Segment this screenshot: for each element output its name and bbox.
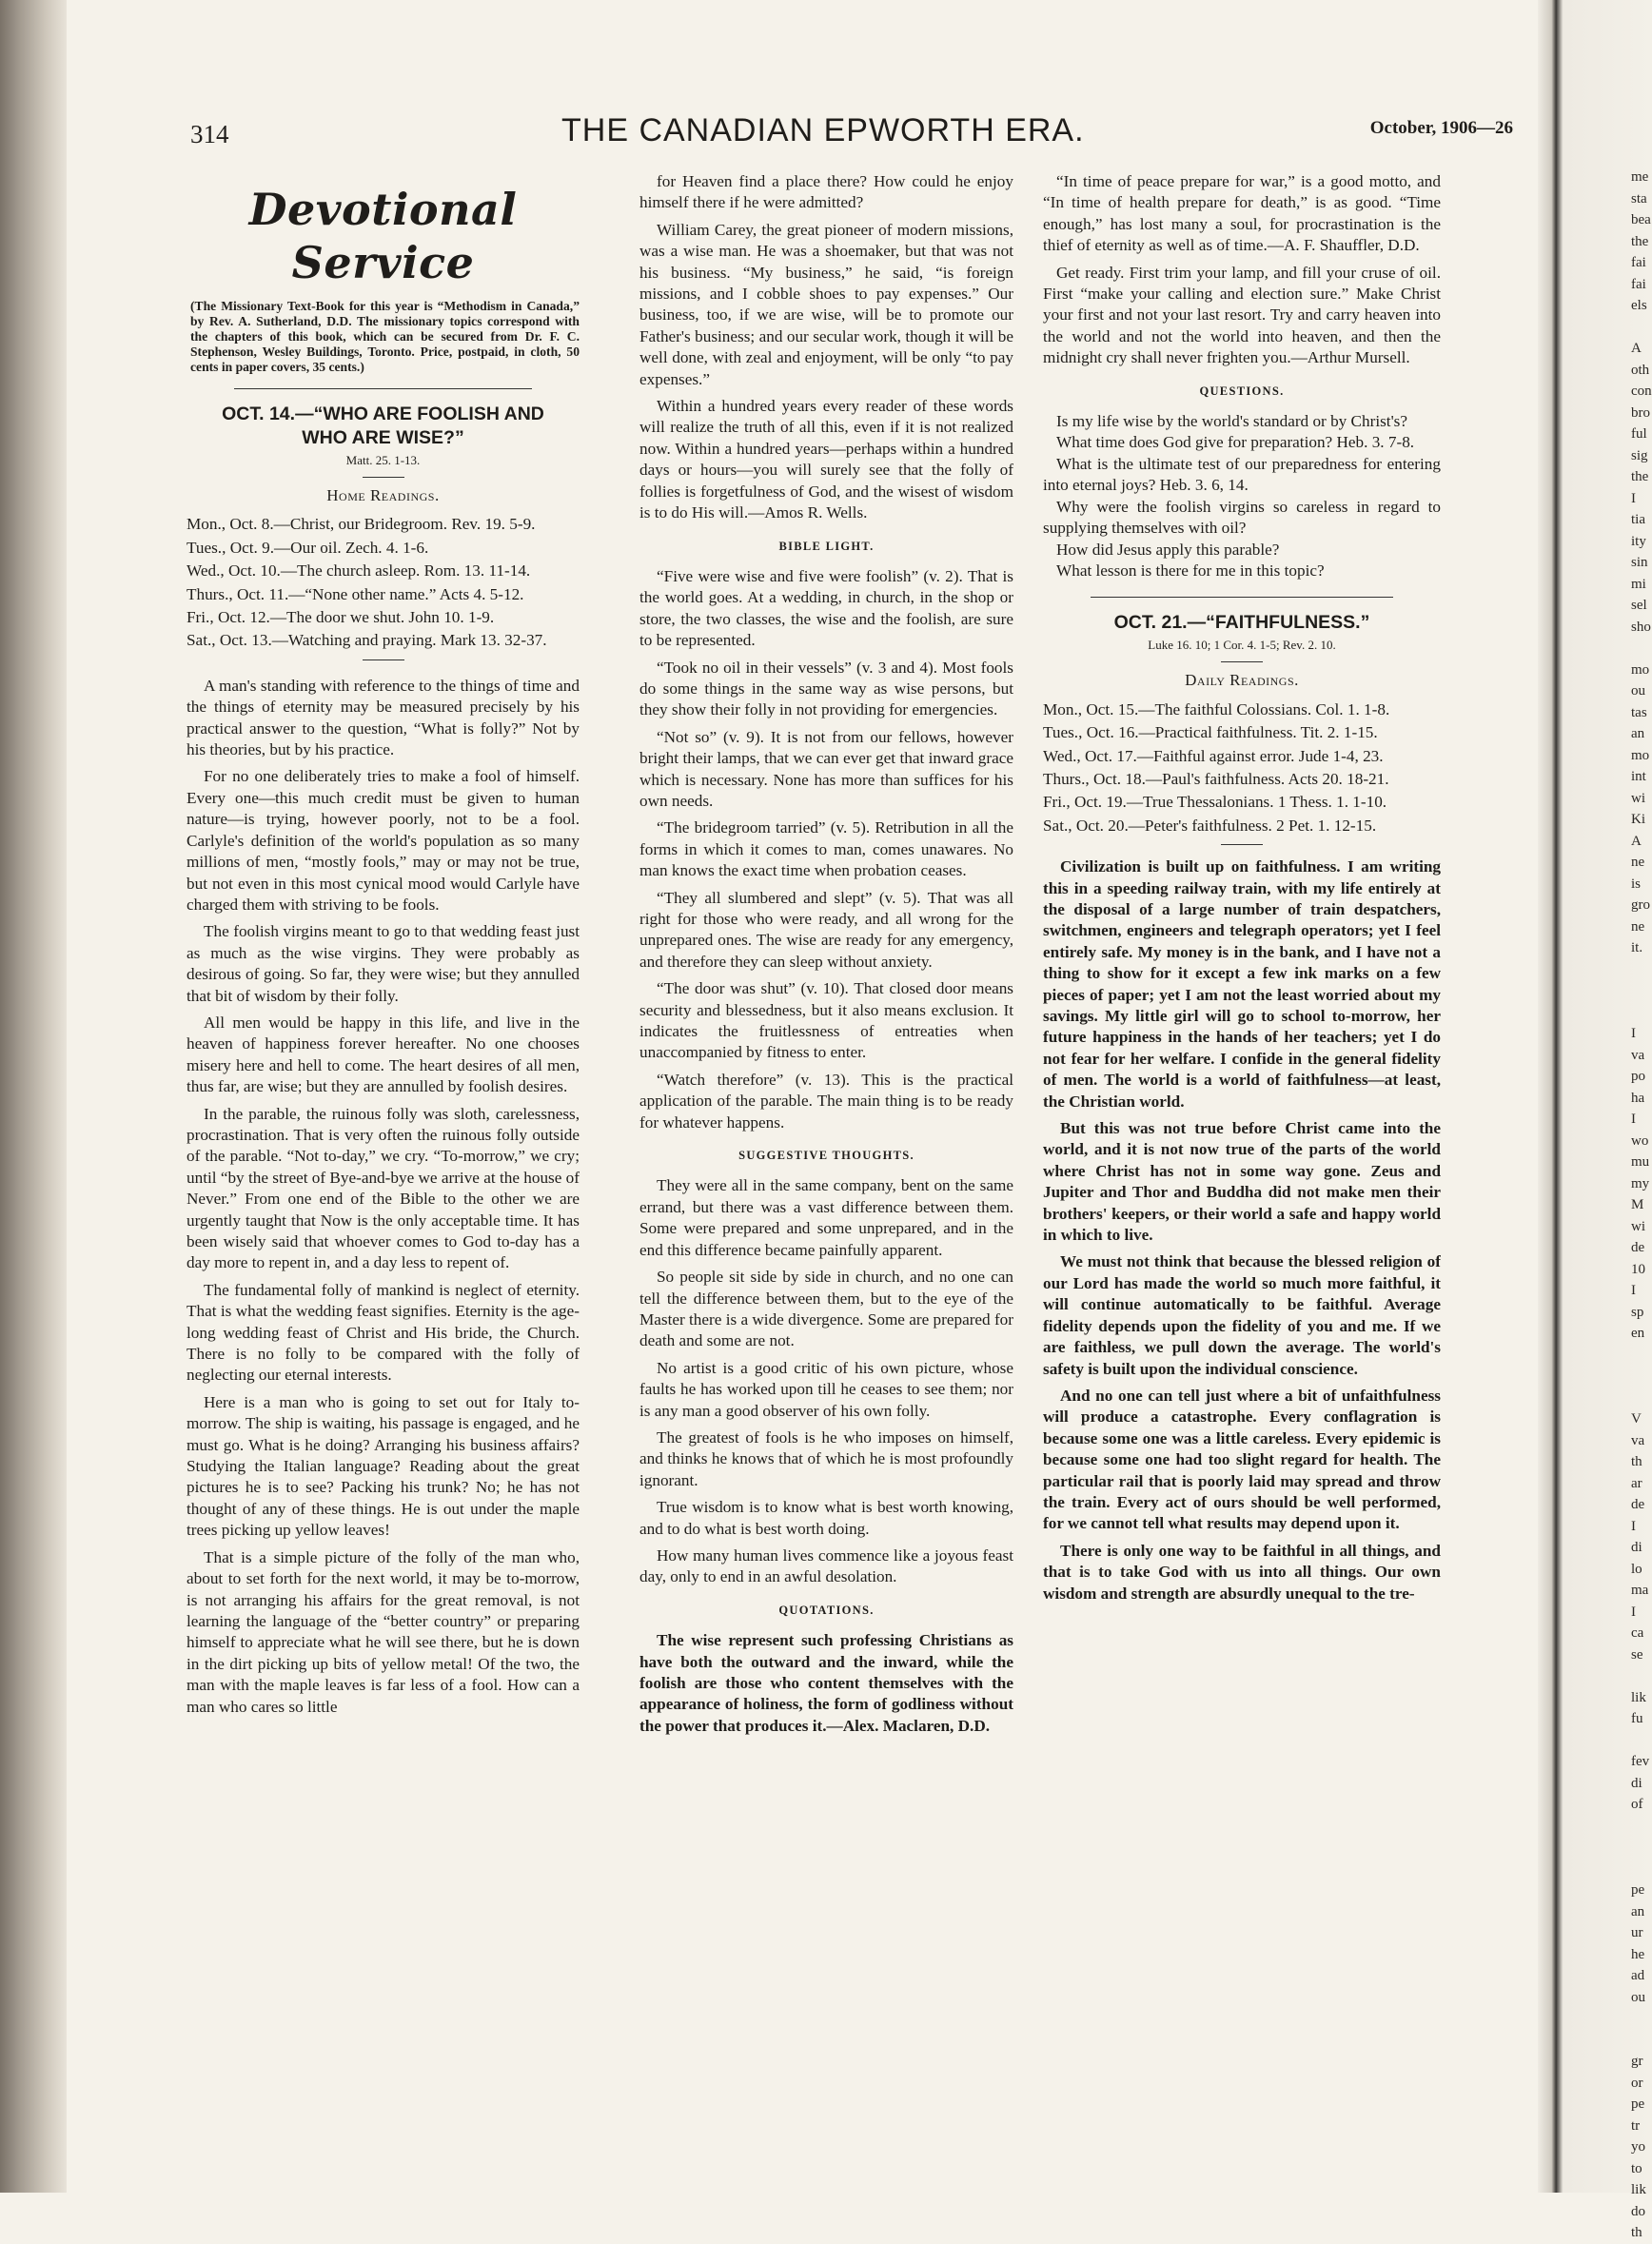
- edge-fragment: en: [1631, 1326, 1645, 1341]
- short-divider: [363, 477, 404, 478]
- quotations-text: [639, 1630, 1013, 1737]
- edge-fragment: sho: [1631, 619, 1651, 635]
- edge-fragment: sp: [1631, 1304, 1644, 1320]
- paragraph: A man's standing with reference to the things of time and the things of eternity may be measured precisely by his practical answer to the question, “What is folly?” Not by his theories, but by his practice.: [187, 676, 580, 759]
- paragraph: The wise represent such professing Christians as have both the outward and the inward, while the foolish are those who content themselves with the appearance of holiness, the form of godliness without the power that produces it.—Alex. Maclaren, D.D.: [639, 1631, 1013, 1735]
- topic-heading-line1: OCT. 14.—“WHO ARE FOOLISH AND: [222, 404, 544, 424]
- edge-fragment: sta: [1631, 190, 1647, 207]
- edge-fragment: di: [1631, 1540, 1642, 1555]
- questions-list: [1043, 411, 1441, 581]
- paragraph: So people sit side by side in church, and no one can tell the difference between them, but to the eye of the Master there is a wide divergence. Some are prepared for death and some are not.: [639, 1268, 1013, 1350]
- edge-fragment: yo: [1631, 2139, 1645, 2155]
- scripture-reference-2: Luke 16. 10; 1 Cor. 4. 1-5; Rev. 2. 10.: [1148, 638, 1336, 653]
- edge-fragment: my: [1631, 1175, 1650, 1191]
- edge-fragment: of: [1631, 1797, 1643, 1812]
- edge-fragment: ne: [1631, 918, 1645, 935]
- question-item: Why were the foolish virgins so careless in regard to supplying themselves with oil?: [1043, 497, 1441, 538]
- edge-fragment: [1631, 1665, 1652, 1687]
- edge-fragment: mo: [1631, 747, 1650, 763]
- edge-fragment: lo: [1631, 1561, 1642, 1577]
- edge-fragment: wo: [1631, 1132, 1649, 1149]
- reading-item: Mon., Oct. 15.—The faithful Colossians. Col. 1. 1-8.: [1043, 699, 1390, 718]
- edge-fragment: mo: [1631, 661, 1650, 678]
- short-divider: [1221, 661, 1263, 662]
- paragraph: The greatest of fools is he who imposes on himself, and thinks he knows that of which he is most profoundly ignorant.: [639, 1427, 1013, 1489]
- paragraph: That is a simple picture of the folly of the man who, about to set forth for the next world, it may be to-morrow, is not arranging his affairs for the great removal, is not learning the language of the “better country” or preparing himself to appreciate what he will see there, but he is down in the dirt picking up bits of yellow metal! Of the two, the man with the maple leaves is far less of a fool. How can a man who cares so little: [187, 1547, 580, 1716]
- edge-fragment: int: [1631, 769, 1646, 784]
- edge-fragment: gro: [1631, 897, 1650, 913]
- paragraph: The foolish virgins meant to go to that wedding feast just as much as the wise virgins. They were probably as desirous of going. So far, they were wise; but they annulled that bit of wisdom by their folly.: [187, 922, 580, 1005]
- paragraph: Within a hundred years every reader of these words will realize the truth of all this, even if it is not realized now. Within a hundred years—perhaps within a hundred days or hours—you will surely see that the folly of follies is forgetfulness of God, and the wisest of wisdom is to do His will.—Amos R. Wells.: [639, 397, 1013, 522]
- edge-fragment: [1631, 638, 1652, 659]
- question-item: What lesson is there for me in this topic?: [1056, 561, 1325, 580]
- textbook-note: (The Missionary Text-Book for this year is “Methodism in Canada,” by Rev. A. Sutherland, D.D. The missionary topics correspond with the chapters of this book, which can be secured from Dr. F. C. Stephenson, Wesley Buildings, Toronto. Price, postpaid, in cloth, 50 cents in paper covers, 35 cents.): [190, 299, 580, 374]
- edge-fragment: ha: [1631, 1090, 1645, 1106]
- paragraph: How many human lives commence like a joyous feast day, only to end in an awful desolation.: [639, 1545, 1013, 1586]
- edge-fragment: tia: [1631, 512, 1645, 527]
- edge-fragment: th: [1631, 2225, 1642, 2240]
- edge-fragment: the: [1631, 469, 1649, 484]
- edge-fragment: [1631, 1002, 1652, 1024]
- edge-fragment: pe: [1631, 2096, 1645, 2112]
- paragraph: Get ready. First trim your lamp, and fill your cruse of oil. First “make your calling and election sure.” Make Christ your first and not your last resort. Try and carry heaven into the world and not the world into heaven, and then the midnight cry shall never frighten you.—Arthur Mursell.: [1043, 263, 1441, 367]
- edge-fragment: oth: [1631, 362, 1650, 378]
- edge-fragment: di: [1631, 1775, 1642, 1791]
- paragraph: All men would be happy in this life, and live in the heaven of happiness forever hereafter. No one chooses misery here and hell to come. The heart desires of all men, thus far, are wise; but they are annulled by foolish desires.: [187, 1013, 580, 1096]
- edge-fragment: ad: [1631, 1968, 1645, 1983]
- body-text: [639, 171, 1013, 524]
- edge-fragment: Ki: [1631, 812, 1645, 827]
- paragraph: William Carey, the great pioneer of modern missions, was a wise man. He was a shoemaker, but that was not his business. “My business,” he said, “is foreign missions, and I cobble shoes to pay expenses.” Our business, too, if we are wise, will be to promote our Father's business; and our secular work, though it will be well done, with zeal and enjoyment, will be only “to pay expenses.”: [639, 220, 1013, 388]
- edge-fragment: tas: [1631, 704, 1647, 720]
- reading-item: Sat., Oct. 13.—Watching and praying. Mark 13. 32-37.: [187, 631, 547, 650]
- bible-light-text: [639, 566, 1013, 1133]
- edge-fragment: [1631, 1366, 1652, 1388]
- body-text: [187, 676, 580, 1718]
- reading-item: Wed., Oct. 10.—The church asleep. Rom. 13. 11-14.: [187, 561, 531, 581]
- edge-fragment: 10: [1631, 1261, 1645, 1277]
- paragraph: “In time of peace prepare for war,” is a good motto, and “In time of health prepare for death,” is as good. “Time enough,” has lost many a soul, for procrastination is the thief of eternity as well as of time.—A. F. Shauffler, D.D.: [1043, 172, 1441, 255]
- column-1: [187, 171, 580, 2151]
- edge-fragment: de: [1631, 1240, 1645, 1255]
- edge-fragment: the: [1631, 233, 1649, 249]
- quotations-heading: QUOTATIONS.: [778, 1603, 875, 1617]
- paragraph: And no one can tell just where a bit of unfaithfulness will produce a catastrophe. Every conflagration is because some one was a little careless. Every epidemic is because some one had too slight regard for health. The particular rail that is poorly laid may spread and throw the train. Every act of ours should be well performed, for we cannot tell what results may depend upon it.: [1043, 1386, 1441, 1533]
- edge-fragment: fev: [1631, 1754, 1650, 1769]
- scripture-reference: Matt. 25. 1-13.: [345, 453, 421, 467]
- paragraph: There is only one way to be faithful in all things, and that is to take God with us into all things. Our own wisdom and strength are absurdly unequal to the tre-: [1043, 1541, 1441, 1603]
- paragraph: for Heaven find a place there? How could he enjoy himself there if he were admitted?: [639, 172, 1013, 212]
- edge-fragment: he: [1631, 1946, 1645, 1962]
- edge-fragment: ou: [1631, 683, 1645, 699]
- edge-fragment: it.: [1631, 940, 1643, 955]
- paragraph: “Took no oil in their vessels” (v. 3 and 4). Most fools do some things in the same way as wise persons, but they show their folly in not providing for emergencies.: [639, 658, 1013, 719]
- reading-item: Mon., Oct. 8.—Christ, our Bridegroom. Rev. 19. 5-9.: [187, 515, 536, 534]
- paragraph: They were all in the same company, bent on the same errand, but there was a vast difference between them. Some were prepared and some unprepared, and in the end this difference became painfully apparent.: [639, 1176, 1013, 1259]
- edge-fragment: ne: [1631, 855, 1645, 870]
- edge-fragment: [1631, 2030, 1652, 2052]
- readings-list: [187, 514, 580, 651]
- paragraph: True wisdom is to know what is best worth knowing, and to do what is best worth doing.: [639, 1498, 1013, 1538]
- edge-fragment: do: [1631, 2203, 1645, 2219]
- masthead: THE CANADIAN EPWORTH ERA.: [561, 112, 1085, 148]
- edge-fragment: I: [1631, 1518, 1636, 1534]
- paragraph: In the parable, the ruinous folly was sloth, carelessness, procrastination. That is very often the ruinous folly outside of the parable. “Not to-day,” we cry. “To-morrow,” we cry; until “by the street of Bye-and-bye we arrive at the house of Never.” From one end of the Bible to the other we are urgently taught that Now is the only acceptable time. It has been wisely said that whoever comes to God to-day has a day more to repent in, and a day less to repent of.: [187, 1104, 580, 1272]
- question-item: What is the ultimate test of our preparedness for entering into eternal joys? Heb. 3. 6, 14.: [1043, 454, 1441, 495]
- topic-heading-line2: WHO ARE WISE?”: [302, 427, 464, 448]
- edge-fragment: A: [1631, 341, 1642, 356]
- paragraph: “Watch therefore” (v. 13). This is the practical application of the parable. The main thing is to be ready for whatever happens.: [639, 1070, 1013, 1132]
- next-page-edge-text: [1631, 167, 1652, 2244]
- edge-fragment: po: [1631, 1069, 1645, 1084]
- daily-readings-list: [1043, 699, 1441, 837]
- section-title: Devotional Service: [248, 184, 518, 288]
- edge-fragment: mu: [1631, 1154, 1650, 1170]
- edge-fragment: [1631, 959, 1652, 981]
- edge-fragment: va: [1631, 1047, 1645, 1063]
- questions-heading: QUESTIONS.: [1199, 384, 1285, 398]
- edge-fragment: an: [1631, 726, 1645, 741]
- edge-fragment: I: [1631, 490, 1636, 506]
- readings-heading: Home Readings.: [326, 486, 440, 504]
- edge-fragment: [1631, 317, 1652, 339]
- edge-fragment: de: [1631, 1497, 1645, 1512]
- paragraph: “They all slumbered and slept” (v. 5). That was all right for those who were ready, and all wrong for the unprepared ones. The wise are ready for any emergency, and therefore they can sleep without anxiety.: [639, 888, 1013, 971]
- edge-fragment: lik: [1631, 2182, 1646, 2197]
- edge-fragment: gr: [1631, 2054, 1643, 2069]
- paragraph: But this was not true before Christ came into the world, and it is not now true of the parts of the world where Christ has not in some way gone. Zeus and Jupiter and Thor and Buddha did not make men their brothers' keepers, or their world a safe and happy world in which to live.: [1043, 1119, 1441, 1245]
- bible-light-heading: BIBLE LIGHT.: [778, 539, 875, 553]
- edge-fragment: is: [1631, 876, 1642, 892]
- question-item: Is my life wise by the world's standard or by Christ's?: [1056, 412, 1407, 431]
- edge-fragment: fu: [1631, 1711, 1643, 1726]
- book-spine-shadow: [0, 0, 67, 2193]
- reading-item: Tues., Oct. 9.—Our oil. Zech. 4. 1-6.: [187, 538, 429, 557]
- topic-heading-2: OCT. 21.—“FAITHFULNESS.”: [1113, 612, 1370, 634]
- edge-fragment: I: [1631, 1026, 1636, 1041]
- edge-fragment: ou: [1631, 1989, 1645, 2005]
- edge-fragment: ful: [1631, 426, 1647, 442]
- edge-fragment: sel: [1631, 598, 1647, 613]
- edge-fragment: [1631, 1816, 1652, 1838]
- paragraph: We must not think that because the blessed religion of our Lord has made the world so much more faithful, it will continue automatically to be faithful. Average fidelity depends upon the fidelity of you and me. If we are faithless, we pull down the average. The world's safety is built upon the individual conscience.: [1043, 1252, 1441, 1378]
- edge-fragment: fai: [1631, 276, 1646, 292]
- edge-fragment: V: [1631, 1411, 1642, 1427]
- edge-fragment: bea: [1631, 212, 1651, 227]
- page-number: 314: [190, 120, 229, 148]
- edge-fragment: pe: [1631, 1882, 1645, 1898]
- edge-fragment: va: [1631, 1432, 1645, 1448]
- suggestive-thoughts-heading: SUGGESTIVE THOUGHTS.: [738, 1149, 914, 1163]
- paragraph: For no one deliberately tries to make a fool of himself. Every one—this much credit must be given to human nature—is trying, however poorly, not to be a fool. Carlyle's definition of the world's population as so many millions of men, “mostly fools,” may or may not be true, but not even in this most cynical mood would Carlyle have charged them with striving to be fools.: [187, 767, 580, 914]
- paragraph: Civilization is built up on faithfulness. I am writing this in a speeding railway train, with my life entirely at the disposal of a large number of train despatchers, switchmen, engineers and telegraph operators; yet I feel entirely safe. My money is in the bank, and I have not a thing to show for it except a few ink marks on a few pieces of paper; yet I am not the least worried about my savings. My little girl will go to school to-morrow, her future happiness in the hands of her teachers; yet I do not fear for her welfare. I confide in the general fidelity of men. The world is a world of faithfulness—at least, the Christian world.: [1043, 857, 1441, 1111]
- edge-fragment: ma: [1631, 1583, 1649, 1598]
- edge-fragment: [1631, 1730, 1652, 1752]
- body-text: [1043, 856, 1441, 1604]
- edge-fragment: [1631, 1345, 1652, 1367]
- edge-fragment: I: [1631, 1283, 1636, 1298]
- edge-fragment: wi: [1631, 1218, 1645, 1234]
- reading-item: Sat., Oct. 20.—Peter's faithfulness. 2 Pet. 1. 12-15.: [1043, 816, 1377, 835]
- edge-fragment: A: [1631, 833, 1642, 849]
- edge-fragment: [1631, 1388, 1652, 1409]
- short-divider: [363, 659, 404, 660]
- edge-fragment: lik: [1631, 1689, 1646, 1705]
- paragraph: The fundamental folly of mankind is neglect of eternity. That is what the wedding feast signifies. Eternity is the age-long wedding feast of Christ and His bride, the Church. There is no folly to be compared with the folly of neglecting our eternal interests.: [187, 1280, 580, 1385]
- issue-date: October, 1906—26: [1369, 118, 1513, 138]
- edge-fragment: to: [1631, 2160, 1642, 2176]
- edge-fragment: mi: [1631, 576, 1646, 592]
- question-item: How did Jesus apply this parable?: [1056, 540, 1280, 559]
- short-divider: [1221, 844, 1263, 845]
- edge-fragment: bro: [1631, 404, 1650, 421]
- daily-readings-heading: Daily Readings.: [1185, 671, 1299, 690]
- edge-fragment: me: [1631, 169, 1649, 185]
- divider: [234, 388, 532, 389]
- edge-fragment: sig: [1631, 447, 1648, 463]
- edge-fragment: ur: [1631, 1925, 1643, 1940]
- edge-fragment: [1631, 980, 1652, 1002]
- paragraph: Here is a man who is going to set out for Italy to-morrow. The ship is waiting, his passage is engaged, and he must go. What is he doing? Arranging his business affairs? Studying the Italian language? Reading about the great pictures he is to see? Packing his trunk? No; he has not thought of any of these things. He is out under the maple trees picking up yellow leaves!: [187, 1392, 580, 1540]
- question-item: What time does God give for preparation? Heb. 3. 7-8.: [1056, 433, 1415, 452]
- divider: [1091, 597, 1393, 598]
- edge-fragment: th: [1631, 1454, 1642, 1469]
- edge-fragment: con: [1631, 384, 1652, 399]
- edge-fragment: I: [1631, 1604, 1636, 1620]
- edge-fragment: ar: [1631, 1475, 1642, 1491]
- paragraph: “Five were wise and five were foolish” (v. 2). That is the world goes. At a wedding, in church, in the shop or store, the two classes, the wise and the foolish, are sure to be represented.: [639, 566, 1013, 650]
- paragraph: No artist is a good critic of his own picture, whose faults he has worked upon till he ceases to see them; nor is any man a good observer of his own folly.: [639, 1358, 1013, 1420]
- edge-fragment: or: [1631, 2075, 1643, 2091]
- edge-fragment: sin: [1631, 555, 1648, 570]
- edge-fragment: M: [1631, 1197, 1644, 1212]
- reading-item: Tues., Oct. 16.—Practical faithfulness. Tit. 2. 1-15.: [1043, 723, 1378, 742]
- reading-item: Thurs., Oct. 18.—Paul's faithfulness. Acts 20. 18-21.: [1043, 769, 1389, 788]
- edge-fragment: fai: [1631, 255, 1646, 270]
- paragraph: “The door was shut” (v. 10). That closed door means security and blessedness, but it also means exclusion. It indicates the fruitlessness of entreaties when unaccompanied by fitness to enter.: [639, 979, 1013, 1062]
- edge-fragment: tr: [1631, 2117, 1641, 2134]
- edge-fragment: els: [1631, 298, 1647, 313]
- paragraph: “The bridegroom tarried” (v. 5). Retribution in all the forms in which it comes to man, comes unawares. No man knows the exact time when probation ceases.: [639, 818, 1013, 880]
- reading-item: Thurs., Oct. 11.—“None other name.” Acts 4. 5-12.: [187, 584, 524, 603]
- edge-fragment: ca: [1631, 1625, 1644, 1641]
- edge-fragment: [1631, 2008, 1652, 2030]
- edge-fragment: [1631, 1837, 1652, 1859]
- edge-fragment: se: [1631, 1646, 1643, 1663]
- paragraph: “Not so” (v. 9). It is not from our fellows, however bright their lamps, that we can ever get that inward grace which is necessary. None has more than suffices for his own needs.: [639, 727, 1013, 810]
- edge-fragment: [1631, 1859, 1652, 1880]
- edge-fragment: an: [1631, 1903, 1645, 1919]
- reading-item: Fri., Oct. 19.—True Thessalonians. 1 Thess. 1. 1-10.: [1043, 793, 1387, 812]
- reading-item: Fri., Oct. 12.—The door we shut. John 10. 1-9.: [187, 608, 495, 627]
- edge-fragment: ity: [1631, 533, 1646, 549]
- column-3: [1043, 171, 1441, 2151]
- column-2: [639, 171, 1013, 2151]
- page-header: [190, 112, 1513, 160]
- suggestive-thoughts-text: [639, 1175, 1013, 1587]
- edge-fragment: I: [1631, 1112, 1636, 1127]
- body-text: [1043, 171, 1441, 369]
- edge-fragment: wi: [1631, 790, 1645, 806]
- reading-item: Wed., Oct. 17.—Faithful against error. Jude 1-4, 23.: [1043, 746, 1384, 765]
